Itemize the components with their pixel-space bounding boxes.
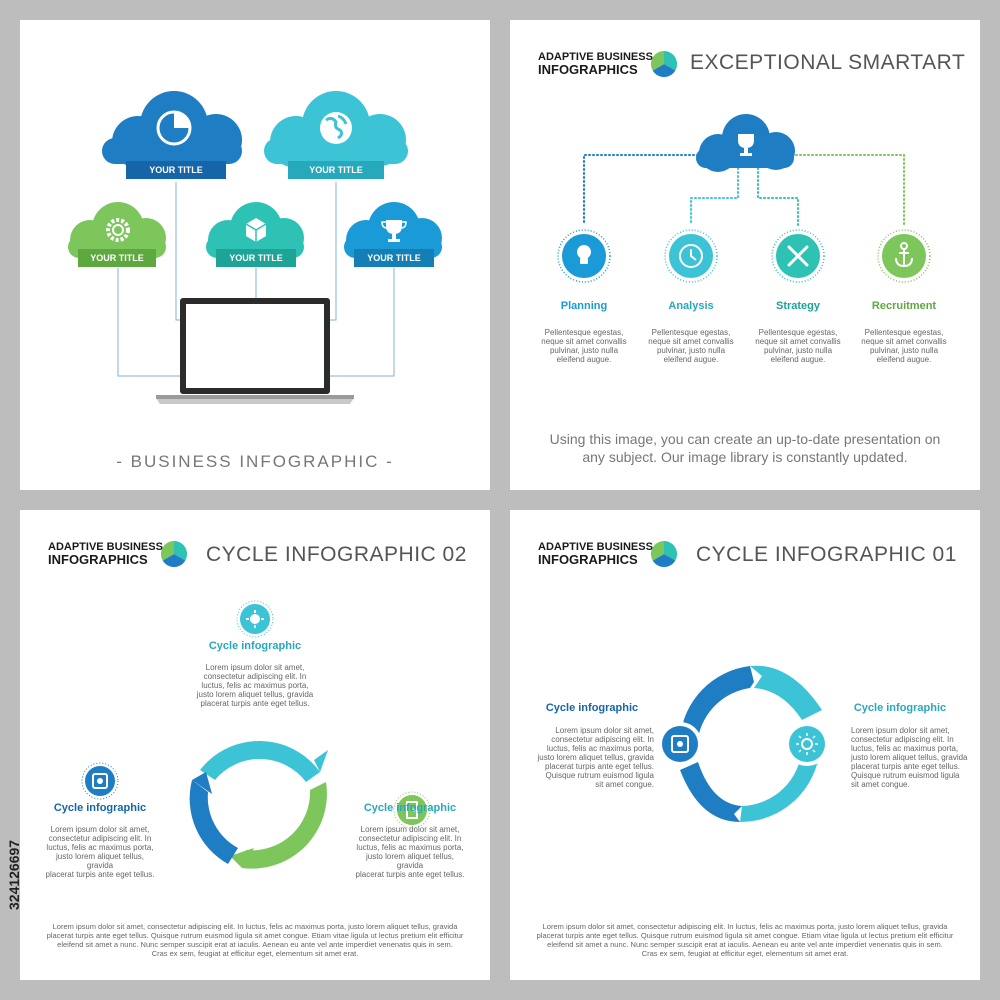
cycle-segment-blue-bottom (680, 762, 742, 822)
cycle-segment-teal (200, 741, 320, 782)
cloud-title-5: YOUR TITLE (354, 249, 434, 267)
cycle-right-label: Cycle infographic (363, 802, 457, 814)
globe-icon (320, 112, 352, 144)
smartart-diagram (510, 20, 980, 490)
page-title: EXCEPTIONAL SMARTART (690, 51, 966, 74)
panel1-footer: - BUSINESS INFOGRAPHIC - (116, 452, 394, 471)
panel-exceptional-smartart (510, 20, 980, 490)
label-analysis: Analysis (668, 300, 714, 312)
panel-business-infographic (20, 20, 490, 490)
cloud-title-3: YOUR TITLE (78, 249, 156, 267)
cycle-top-text: Lorem ipsum dolor sit amet, consectetur adipiscing elit. In luctus, felis ac maximus porta, justo lorem aliquet tellus, gravida placerat turpis ante eget tellus. (196, 663, 314, 708)
cycle-top-label: Cycle infographic (208, 640, 302, 652)
text-recruitment: Pellentesque egestas, neque sit amet convallis pulvinar, justo nulla eleifend augue. (861, 328, 947, 364)
brand-logo-text: ADAPTIVE BUSINESS INFOGRAPHICS (538, 541, 653, 567)
panel-cycle-infographic-02 (20, 510, 490, 980)
connector-line (691, 168, 738, 225)
text-analysis: Pellentesque egestas, neque sit amet convallis pulvinar, justo nulla eleifend augue. (648, 328, 734, 364)
cycle-left-label: Cycle infographic (545, 702, 639, 714)
connector-line (118, 268, 185, 376)
cloud-title-4: YOUR TITLE (216, 249, 296, 267)
sun-icon-circle (237, 601, 273, 637)
cycle-segment-teal-top (750, 666, 822, 720)
cycle-right-text: Lorem ipsum dolor sit amet, consectetur adipiscing elit. In luctus, felis ac maximus porta, justo lorem aliquet tellus, gravida placerat turpis ante eget tellus. Quisque rutrum euismod ligula sit amet congue. (851, 726, 968, 789)
connector-line (330, 182, 336, 320)
connector-line (792, 155, 904, 225)
cycle-right-label: Cycle infographic (853, 702, 947, 714)
brand-logo-text: ADAPTIVE BUSINESS INFOGRAPHICS (538, 51, 653, 77)
panel2-footer: Using this image, you can create an up-to-date presentation on any subject. Our image library is constantly updated. (549, 431, 941, 465)
stock-id-watermark: 324126697 (6, 839, 22, 910)
cycle-segment-blue (190, 780, 238, 864)
safe-icon-circle (658, 722, 702, 766)
panel3-footer: Lorem ipsum dolor sit amet, consectetur adipiscing elit. In luctus, felis ac maximus porta, justo lorem aliquet tellus, gravida placerat turpis ante eget tellus. Quisque rutrum euismod ligula sit amet congue. Etiam vitae ligula ut lectus pretium elit efficitur eleifend sit amet a nunc. Nunc semper suscipit erat at iaculis. Aenean eu ante vel ante imperdiet venenatis quis in sem. Cras ex sem, feugiat at efficitur eget, elementum sit amet erat. (46, 922, 464, 958)
cloud-blue-large (102, 91, 242, 168)
cycle-diagram-02 (20, 510, 490, 980)
text-strategy: Pellentesque egestas, neque sit amet convallis pulvinar, justo nulla eleifend augue. (755, 328, 841, 364)
cycle-right-text: Lorem ipsum dolor sit amet, consectetur adipiscing elit. In luctus, felis ac maximus porta, justo lorem aliquet tellus, gravida placerat turpis ante eget tellus. (355, 825, 465, 879)
cycle-segment-green (242, 782, 327, 869)
panel4-footer: Lorem ipsum dolor sit amet, consectetur adipiscing elit. In luctus, felis ac maximus porta, justo lorem aliquet tellus, gravida placerat turpis ante eget tellus. Quisque rutrum euismod ligula sit amet congue. Etiam vitae ligula ut lectus pretium elit efficitur eleifend sit amet a nunc. Nunc semper suscipit erat at iaculis. Aenean eu ante vel ante imperdiet venenatis quis in sem. Cras ex sem, feugiat at efficitur eget, elementum sit amet erat. (536, 922, 954, 958)
text-planning: Pellentesque egestas, neque sit amet convallis pulvinar, justo nulla eleifend augue. (541, 328, 627, 364)
connector-line (330, 268, 394, 376)
page-title: CYCLE INFOGRAPHIC 02 (206, 543, 467, 566)
sun-icon-circle (785, 722, 829, 766)
panel-cycle-infographic-01 (510, 510, 980, 980)
laptop-illustration (156, 298, 354, 404)
cycle-left-label: Cycle infographic (53, 802, 147, 814)
label-strategy: Strategy (775, 300, 821, 312)
cycle-ring (190, 741, 328, 869)
connector-line (584, 155, 698, 225)
cycle-left-text: Lorem ipsum dolor sit amet, consectetur adipiscing elit. In luctus, felis ac maximus porta, justo lorem aliquet tellus, gravida placerat turpis ante eget tellus. (45, 825, 155, 879)
cloud-title-2: YOUR TITLE (288, 161, 384, 179)
cycle-left-text: Lorem ipsum dolor sit amet, consectetur adipiscing elit. In luctus, felis ac maximus porta, justo lorem aliquet tellus, gravida placerat turpis ante eget tellus. Quisque rutrum euismod ligula sit amet congue. (537, 726, 654, 789)
cloud-title-1: YOUR TITLE (126, 161, 226, 179)
label-planning: Planning (560, 300, 608, 312)
label-recruitment: Recruitment (871, 300, 937, 312)
page-title: CYCLE INFOGRAPHIC 01 (696, 543, 957, 566)
brand-logo-text: ADAPTIVE BUSINESS INFOGRAPHICS (48, 541, 163, 567)
connector-line (758, 168, 798, 225)
safe-icon-circle (82, 763, 118, 799)
